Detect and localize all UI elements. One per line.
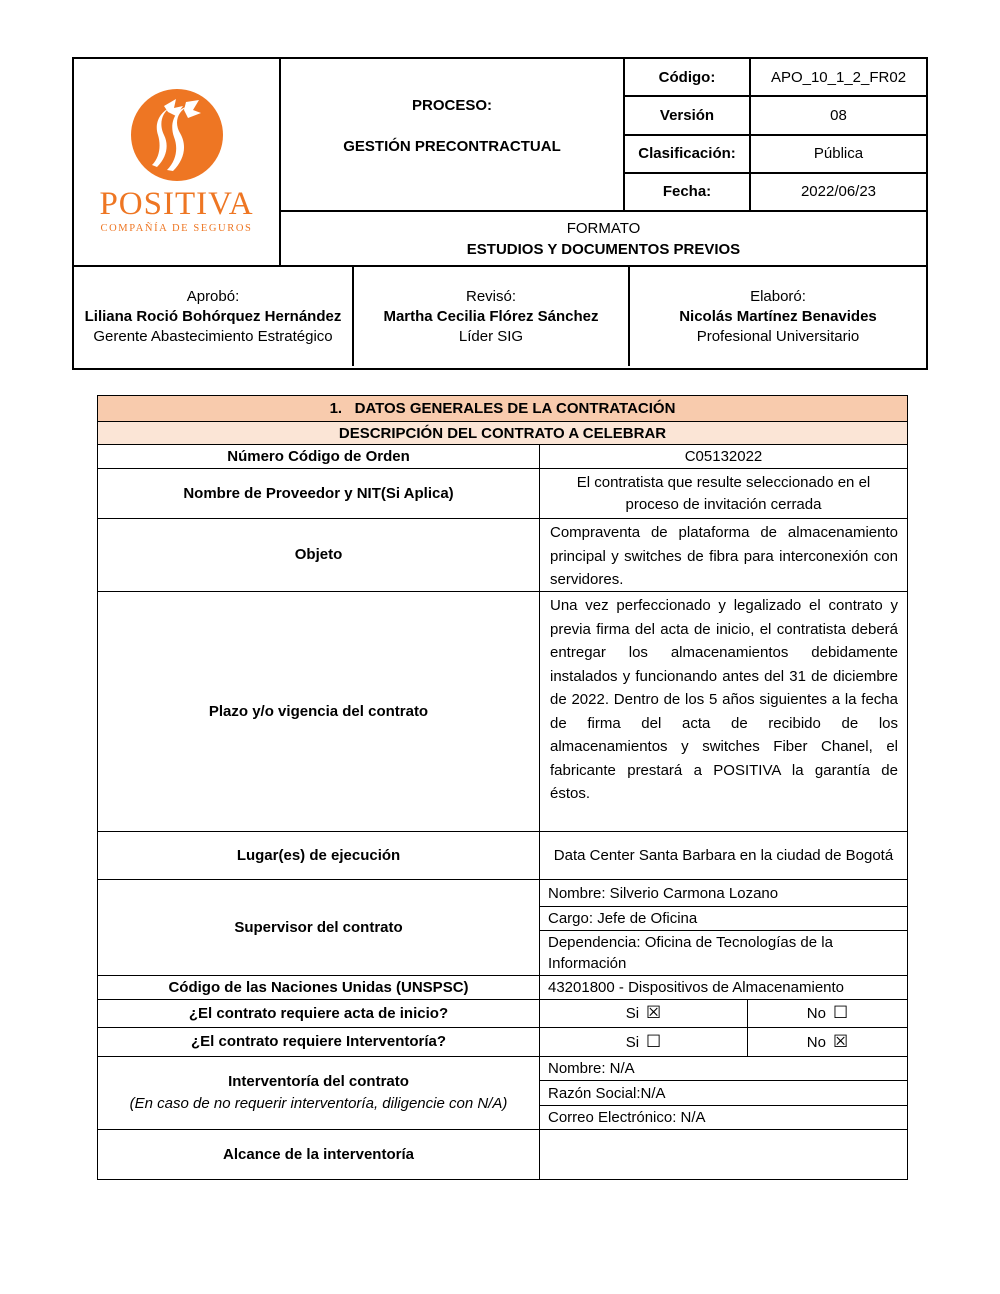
supervisor-nombre: Nombre: Silverio Carmona Lozano [540, 880, 907, 907]
signoff-role: Aprobó: [186, 287, 240, 305]
header-table [72, 57, 928, 370]
acta-inicio-no-option [748, 1000, 907, 1027]
row-orden [98, 444, 907, 468]
interventoria-question-label: ¿El contrato requiere Interventoría? [98, 1028, 540, 1056]
signoff-title: Gerente Abastecimiento Estratégico [93, 327, 333, 345]
proveedor-label: Nombre de Proveedor y NIT(Si Aplica) [98, 469, 540, 518]
orden-value: C05132022 [684, 447, 763, 465]
orden-label: Número Código de Orden [98, 445, 540, 468]
acta-inicio-no-label: No [806, 1005, 826, 1022]
row-interventoria [98, 1056, 907, 1129]
unspsc-label: Código de las Naciones Unidas (UNSPSC) [98, 976, 540, 999]
meta-row-clasificacion [625, 136, 926, 174]
interventoria-no-option [748, 1028, 907, 1056]
objeto-label: Objeto [98, 519, 540, 591]
interventoria-si-option [540, 1028, 748, 1056]
interventoria-si-label: Si [625, 1033, 640, 1051]
signoff-name: Liliana Roció Bohórquez Hernández [84, 307, 342, 325]
interventoria-correo: Correo Electrónico: N/A [548, 1109, 706, 1126]
supervisor-cargo: Cargo: Jefe de Oficina [540, 907, 907, 931]
unspsc-value: 43201800 - Dispositivos de Almacenamiento [548, 979, 845, 996]
row-alcance [98, 1129, 907, 1179]
lugar-label: Lugar(es) de ejecución [98, 832, 540, 879]
main-table [97, 395, 908, 1180]
alcance-label: Alcance de la interventoría [98, 1130, 540, 1179]
meta-label-codigo: Código: [625, 59, 751, 95]
interventoria-razon-social: Razón Social:N/A [540, 1081, 907, 1106]
interventoria-label: Interventoría del contrato [228, 1073, 409, 1090]
plazo-value: Una vez perfeccionado y legalizado el contrato y previa firma del acta de inicio, el contratista deberá entregar los almacenamientos debidamente instalados y funcionando antes del 31 de diciembre de 2022. Dentro de los 5 años siguientes a la fecha de firma del acta de recibido de los almacenamientos y switches Fiber Chanel, el fabricante prestará a POSITIVA la garantía de éstos. [550, 597, 898, 802]
row-supervisor [98, 879, 907, 975]
interventoria-details [540, 1057, 907, 1129]
proceso-title: GESTIÓN PRECONTRACTUAL [343, 138, 561, 155]
acta-inicio-label: ¿El contrato requiere acta de inicio? [98, 1000, 540, 1027]
proceso-label: PROCESO: [411, 97, 492, 114]
supervisor-label: Supervisor del contrato [98, 880, 540, 975]
meta-row-fecha [625, 174, 926, 210]
meta-value-fecha: 2022/06/23 [800, 183, 877, 201]
interventoria-nombre: Nombre: N/A [540, 1057, 907, 1081]
meta-label-version: Versión [625, 97, 751, 133]
meta-value-version: 08 [830, 106, 847, 124]
header-main-row [74, 59, 926, 267]
lugar-value: Data Center Santa Barbara en la ciudad de Bogotá [553, 846, 894, 864]
row-lugar [98, 831, 907, 879]
meta-value-clasificacion: Pública [813, 145, 864, 163]
signoff-role: Elaboró: [750, 287, 806, 305]
row-acta-inicio [98, 999, 907, 1027]
proveedor-value: El contratista que resulte seleccionado en el proceso de invitación cerrada [576, 473, 871, 513]
logo-cell [74, 59, 281, 265]
positiva-logo-icon [127, 85, 227, 185]
plazo-label: Plazo y/o vigencia del contrato [98, 592, 540, 831]
interventoria-label-cell [98, 1057, 540, 1129]
interventoria-no-label: No [806, 1033, 826, 1051]
checkbox-checked-icon: ☒ [832, 1031, 849, 1052]
section-subtitle: DESCRIPCIÓN DEL CONTRATO A CELEBRAR [98, 421, 907, 444]
meta-label-fecha: Fecha: [625, 174, 751, 210]
objeto-value: Compraventa de plataforma de almacenamiento principal y switches de fibra para interconexión con servidores. [550, 524, 898, 588]
formato-title: ESTUDIOS Y DOCUMENTOS PREVIOS [466, 240, 741, 258]
proceso-cell [281, 59, 625, 210]
signoff-aprobo [74, 267, 354, 366]
formato-label: FORMATO [566, 219, 641, 237]
checkbox-unchecked-icon: ☐ [832, 1003, 849, 1023]
brand-tagline: COMPAÑÍA DE SEGUROS [100, 222, 253, 234]
row-unspsc [98, 975, 907, 999]
interventoria-note: (En caso de no requerir interventoría, diligencie con N/A) [129, 1095, 508, 1112]
signoff-title: Líder SIG [458, 327, 524, 345]
row-interventoria-question [98, 1027, 907, 1056]
row-objeto [98, 518, 907, 591]
brand-wordmark: POSITIVA [99, 186, 254, 222]
row-plazo [98, 591, 907, 831]
acta-inicio-si-label: Si [625, 1005, 640, 1022]
signoff-reviso [354, 267, 630, 366]
supervisor-details [540, 880, 907, 975]
signoff-name: Martha Cecilia Flórez Sánchez [383, 307, 599, 325]
signoff-title: Profesional Universitario [696, 327, 860, 345]
meta-label-clasificacion: Clasificación: [625, 136, 751, 172]
signoff-elaboro [630, 267, 926, 366]
meta-row-version [625, 97, 926, 135]
supervisor-dependencia: Dependencia: Oficina de Tecnologías de la Información [548, 934, 833, 972]
section-title: 1. DATOS GENERALES DE LA CONTRATACIÓN [98, 396, 907, 421]
signoff-name: Nicolás Martínez Benavides [679, 307, 877, 325]
acta-inicio-si-option [540, 1000, 748, 1027]
meta-row-codigo [625, 59, 926, 97]
meta-table [625, 59, 926, 210]
alcance-value [540, 1130, 907, 1179]
signoff-role: Revisó: [465, 287, 517, 305]
header-right [281, 59, 926, 265]
checkbox-unchecked-icon: ☐ [646, 1031, 662, 1052]
row-proveedor [98, 468, 907, 518]
signoff-row [74, 267, 926, 366]
header-right-top [281, 59, 926, 212]
checkbox-checked-icon: ☒ [646, 1003, 662, 1023]
meta-value-codigo: APO_10_1_2_FR02 [770, 68, 907, 86]
formato-cell [281, 212, 926, 265]
